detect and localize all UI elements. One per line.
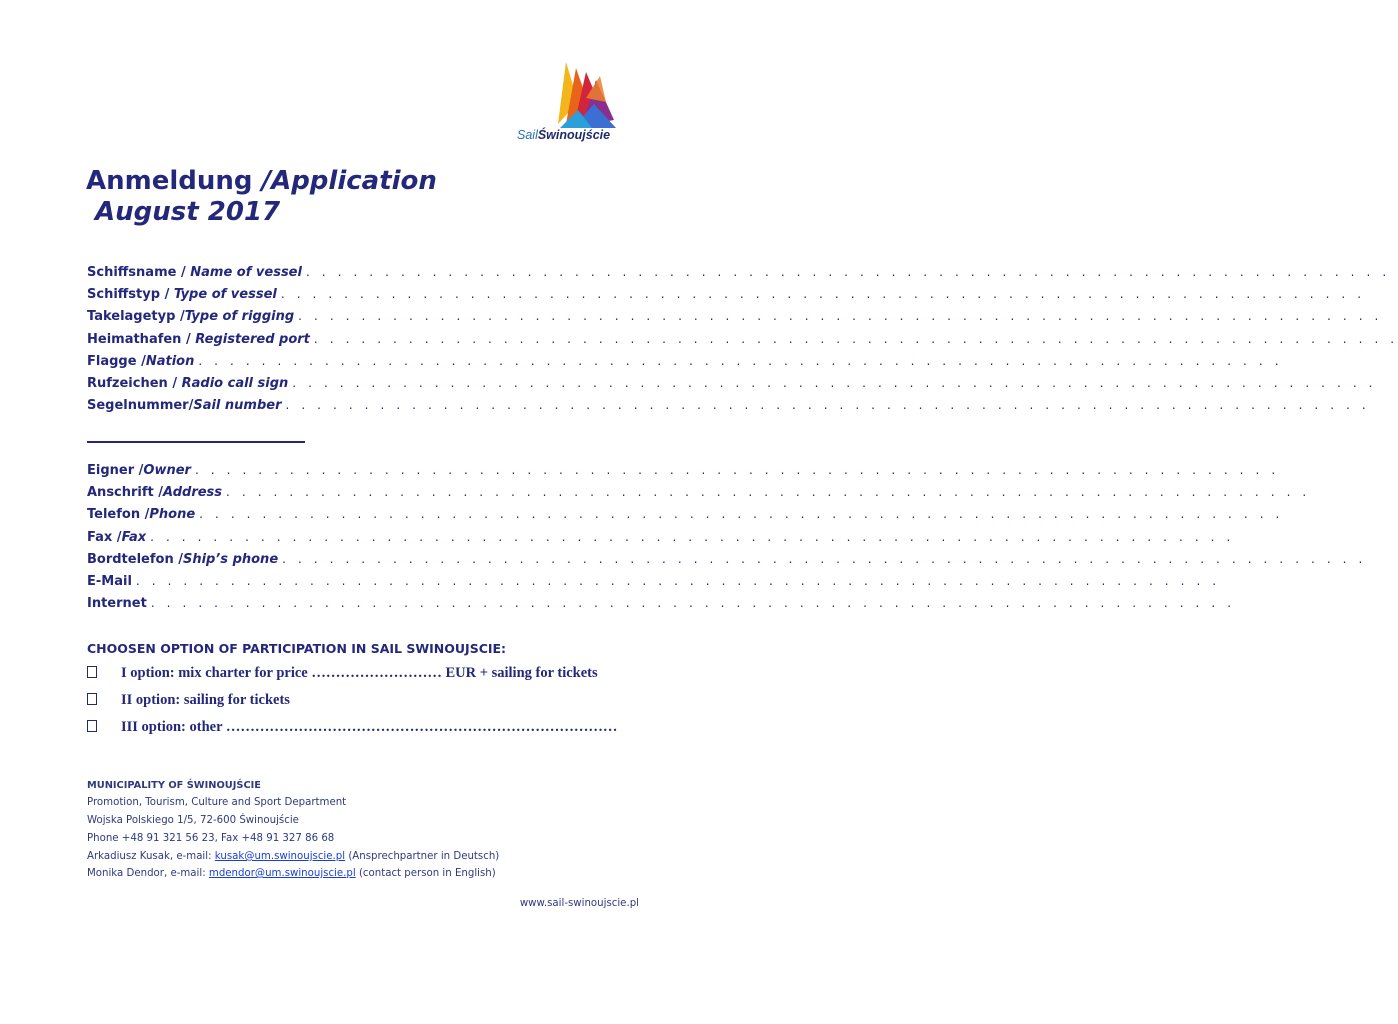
field-label-en: Registered port (195, 331, 310, 347)
field-separator: / (134, 463, 144, 478)
title-date: August 2017 (86, 197, 281, 227)
fill-in-dots[interactable]: . . . . . . . . . . . . . . . . . . . . . . . . . . . . . . . . . . . . . . . . . . . . . . . . . . . . . . . . . . . . . . . . . . . . . (150, 529, 1235, 544)
contact-person-en (87, 868, 496, 879)
options-title: CHOOSEN OPTION OF PARTICIPATION IN SAIL SWINOUJSCIE: (87, 641, 507, 656)
fill-in-dots[interactable]: . . . . . . . . . . . . . . . . . . . . . . . . . . . . . . . . . . . . . . . . . . . . . . . . . . . . . . . . . . . . . . . . . . . . . (280, 287, 1366, 302)
field-separator: / (167, 376, 182, 391)
contact-person-de (87, 851, 499, 862)
field-label-de: Heimathafen (87, 331, 182, 347)
field-label-de: Eigner (87, 463, 135, 478)
form-field[interactable] (87, 574, 1221, 590)
fill-in-dots[interactable]: . . . . . . . . . . . . . . . . . . . . . . . . . . . . . . . . . . . . . . . . . . . . . . . . . . . . . . . . . . . . . . . . . . . . . (150, 596, 1236, 611)
field-label-en: Type of vessel (173, 287, 277, 303)
field-label-en: Fax (121, 529, 147, 545)
field-label-en: Nation (145, 353, 195, 369)
field-separator: / (188, 398, 194, 414)
title-en: /Application (261, 166, 437, 196)
field-label-de: Takelagetyp (87, 309, 176, 325)
form-field[interactable] (87, 265, 1391, 281)
field-label-en: Type of rigging (184, 309, 295, 325)
fill-in-dots[interactable]: . . . . . . . . . . . . . . . . . . . . . . . . . . . . . . . . . . . . . . . . . . . . . . . . . . . . . . . . . . . . . . . . . . . . . (226, 485, 1311, 500)
field-separator: / (136, 353, 146, 369)
option-1[interactable] (87, 665, 598, 682)
form-field[interactable] (87, 507, 1284, 523)
sails-icon (556, 58, 618, 128)
form-field[interactable] (87, 463, 1280, 479)
form-field[interactable] (87, 353, 1283, 370)
contact-note: (Ansprechpartner in Deutsch) (345, 851, 500, 862)
contact-name: Monika Dendor, e-mail: (87, 868, 209, 879)
contact-name: Arkadiusz Kusak, e-mail: (87, 851, 215, 862)
field-label-de: E-Mail (87, 574, 132, 589)
field-label-en: Owner (143, 463, 191, 478)
field-separator: / (181, 331, 196, 347)
form-field[interactable] (87, 287, 1366, 303)
section-divider (87, 441, 305, 443)
field-separator: / (112, 529, 122, 545)
field-label-en: Ship’s phone (182, 551, 279, 567)
fill-in-dots[interactable]: . . . . . . . . . . . . . . . . . . . . . . . . . . . . . . . . . . . . . . . . . . . . . . . . . . . . . . . . . . . . . . . . . . . . . (313, 331, 1398, 346)
field-label-de: Segelnummer (87, 398, 189, 414)
option-3-label: III option: other ……………………………………………………………………… (121, 719, 618, 735)
org-name: MUNICIPALITY OF ŚWINOUJŚCIE (87, 780, 261, 791)
field-label-de: Schiffsname (87, 265, 177, 280)
form-field[interactable] (87, 376, 1377, 392)
website-link[interactable]: www.sail-swinoujscie.pl (519, 898, 639, 909)
form-field[interactable] (87, 331, 1398, 348)
form-field[interactable] (87, 529, 1235, 546)
option-2[interactable] (87, 692, 290, 709)
logo-text: SailŚwinoujście (517, 128, 611, 142)
fill-in-dots[interactable]: . . . . . . . . . . . . . . . . . . . . . . . . . . . . . . . . . . . . . . . . . . . . . . . . . . . . . . . . . . . . . . . . . . . . . (198, 353, 1283, 368)
form-field[interactable] (87, 596, 1236, 612)
form-field[interactable] (87, 551, 1367, 568)
field-label-en: Phone (149, 507, 196, 523)
title-de: Anmeldung (86, 166, 262, 196)
field-separator: / (175, 309, 185, 325)
email-link[interactable]: kusak@um.swinoujscie.pl (214, 851, 346, 862)
field-separator: / (153, 485, 164, 501)
field-label-de: Fax (87, 529, 113, 545)
option-2-label: II option: sailing for tickets (121, 692, 290, 708)
field-label-en: Name of vessel (190, 265, 302, 280)
checkbox-icon[interactable] (87, 693, 97, 705)
fill-in-dots[interactable]: . . . . . . . . . . . . . . . . . . . . . . . . . . . . . . . . . . . . . . . . . . . . . . . . . . . . . . . . . . . . . . . . . . . . . (282, 551, 1367, 566)
phone-fax: Phone +48 91 321 56 23, Fax +48 91 327 86 68 (87, 833, 335, 844)
field-separator: / (140, 507, 150, 523)
field-label-en: Sail number (193, 398, 282, 414)
option-1-label: I option: mix charter for price ……………………… EUR + sailing for tickets (121, 665, 598, 681)
form-field[interactable] (87, 309, 1383, 325)
option-3[interactable] (87, 719, 617, 736)
contact-note: (contact person in English) (355, 868, 496, 879)
fill-in-dots[interactable]: . . . . . . . . . . . . . . . . . . . . . . . . . . . . . . . . . . . . . . . . . . . . . . . . . . . . . . . . . . . . . . . . . . . . . (305, 265, 1391, 279)
fill-in-dots[interactable]: . . . . . . . . . . . . . . . . . . . . . . . . . . . . . . . . . . . . . . . . . . . . . . . . . . . . . . . . . . . . . . . . . . . . . (135, 574, 1221, 588)
field-separator: / (173, 551, 183, 567)
email-link[interactable]: mdendor@um.swinoujscie.pl (208, 868, 356, 879)
field-label-de: Schiffstyp (87, 287, 161, 303)
form-field[interactable] (87, 398, 1370, 414)
sail-swinoujscie-logo (508, 58, 626, 148)
field-label-de: Telefon (87, 507, 141, 523)
department: Promotion, Tourism, Culture and Sport Department (87, 797, 347, 808)
form-field[interactable] (87, 485, 1311, 501)
fill-in-dots[interactable]: . . . . . . . . . . . . . . . . . . . . . . . . . . . . . . . . . . . . . . . . . . . . . . . . . . . . . . . . . . . . . . . . . . . . . (285, 398, 1370, 413)
field-label-en: Radio call sign (181, 376, 289, 391)
field-separator: / (160, 287, 174, 303)
fill-in-dots[interactable]: . . . . . . . . . . . . . . . . . . . . . . . . . . . . . . . . . . . . . . . . . . . . . . . . . . . . . . . . . . . . . . . . . . . . . (199, 507, 1284, 522)
page-title (86, 166, 437, 228)
field-label-de: Rufzeichen (87, 376, 168, 391)
address: Wojska Polskiego 1/5, 72-600 Świnoujście (87, 815, 299, 826)
field-separator: / (176, 265, 191, 280)
field-label-de: Bordtelefon (87, 551, 174, 567)
checkbox-icon[interactable] (87, 666, 97, 678)
field-label-de: Anschrift (87, 485, 154, 501)
field-label-de: Flagge (87, 353, 137, 369)
fill-in-dots[interactable]: . . . . . . . . . . . . . . . . . . . . . . . . . . . . . . . . . . . . . . . . . . . . . . . . . . . . . . . . . . . . . . . . . . . . . (298, 309, 1383, 324)
fill-in-dots[interactable]: . . . . . . . . . . . . . . . . . . . . . . . . . . . . . . . . . . . . . . . . . . . . . . . . . . . . . . . . . . . . . . . . . . . . . (292, 376, 1377, 390)
checkbox-icon[interactable] (87, 720, 97, 732)
field-label-en: Address (163, 485, 223, 501)
field-label-de: Internet (87, 596, 147, 612)
fill-in-dots[interactable]: . . . . . . . . . . . . . . . . . . . . . . . . . . . . . . . . . . . . . . . . . . . . . . . . . . . . . . . . . . . . . . . . . . . . . (194, 463, 1280, 477)
